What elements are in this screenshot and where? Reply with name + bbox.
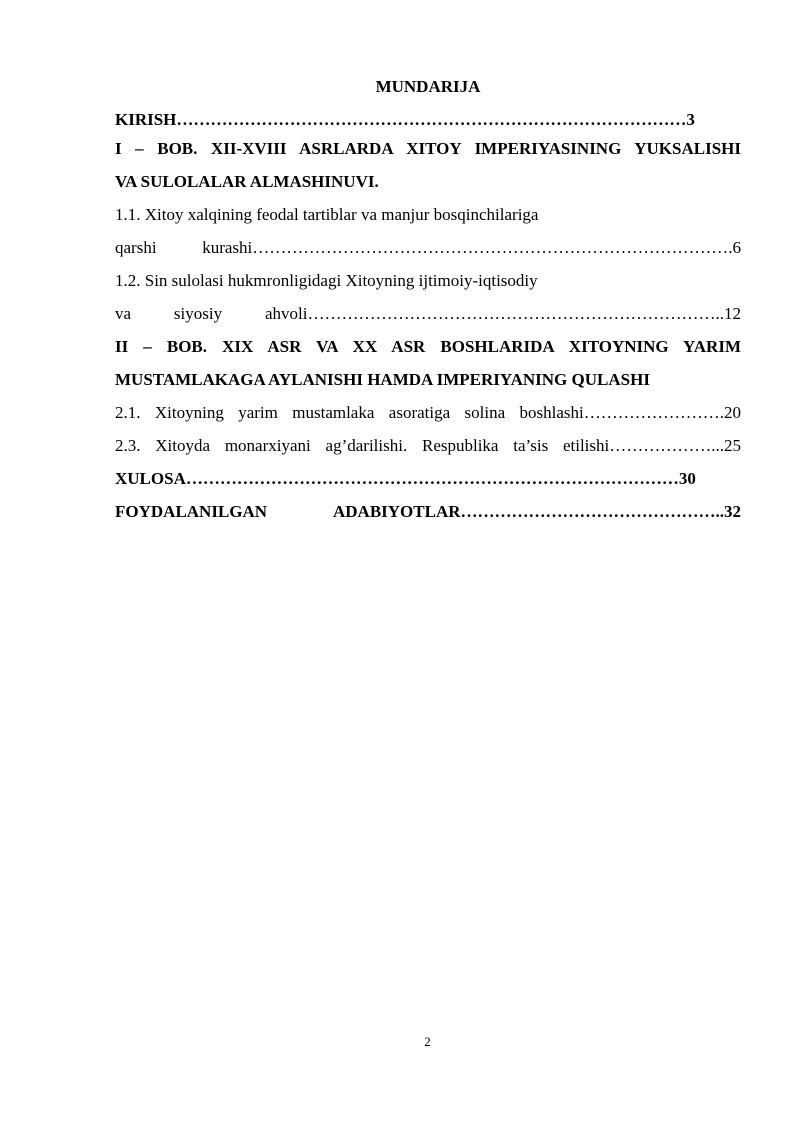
page-number: 2 <box>424 1034 431 1049</box>
toc-section-2-3: 2.3. Xitoyda monarxiyani ag’darilishi. Respublika ta’sis etilishi………………...25 <box>115 436 741 455</box>
toc-chapter-2-heading-line2: MUSTAMLAKAGA AYLANISHI HAMDA IMPERIYANING QULASHI <box>115 370 650 389</box>
toc-chapter-1-heading-line2: VA SULOLALAR ALMASHINUVI. <box>115 172 379 191</box>
toc-section-1-1-line1: 1.1. Xitoy xalqining feodal tartiblar va manjur bosqinchilariga <box>115 205 539 224</box>
toc-entry-foydalanilgan-adabiyotlar: FOYDALANILGAN ADABIYOTLAR………………………………………..32 <box>115 502 741 521</box>
toc-section-1-1-line2: qarshi kurashi………………………………………………………………………….6 <box>115 238 741 257</box>
toc-section-1-2-line2: va siyosiy ahvoli………………………………………………………………..12 <box>115 304 741 323</box>
table-of-contents <box>115 76 741 534</box>
toc-title: MUNDARIJA <box>375 77 481 96</box>
toc-chapter-1-heading-line1: I – BOB. XII-XVIII ASRLARDA XITOY IMPERIYASINING YUKSALISHI <box>115 139 741 158</box>
toc-chapter-2-heading-line1: II – BOB. XIX ASR VA XX ASR BOSHLARIDA XITOYNING YARIM <box>115 337 741 356</box>
toc-section-1-2-line1: 1.2. Sin sulolasi hukmronligidagi Xitoyning ijtimoiy-iqtisodiy <box>115 271 538 290</box>
toc-section-2-1: 2.1. Xitoyning yarim mustamlaka asoratiga solina boshlashi…………………….20 <box>115 403 741 422</box>
toc-entry-xulosa: XULOSA……………………………………………………………………………30 <box>115 469 696 488</box>
toc-entry-kirish: KIRISH………………………………………………………………………………3 <box>115 110 695 129</box>
